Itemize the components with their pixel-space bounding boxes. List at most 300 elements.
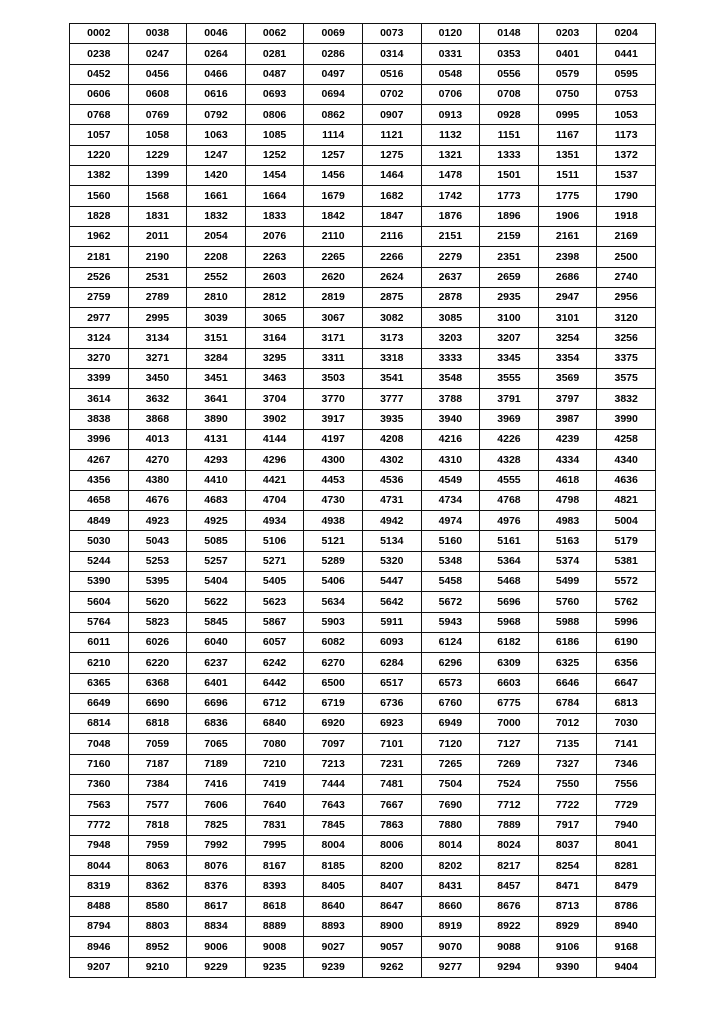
table-cell: 8479 [597, 876, 656, 896]
table-cell: 3354 [538, 348, 597, 368]
table-cell: 8713 [538, 896, 597, 916]
table-cell: 4208 [362, 429, 421, 449]
table-cell: 9210 [128, 957, 187, 977]
table-row [70, 572, 656, 592]
table-cell: 3788 [421, 389, 480, 409]
table-cell: 2265 [304, 247, 363, 267]
table-cell: 7880 [421, 815, 480, 835]
table-cell: 2500 [597, 247, 656, 267]
table-cell: 5760 [538, 592, 597, 612]
table-cell: 3902 [245, 409, 304, 429]
table-cell: 4536 [362, 470, 421, 490]
table-cell: 7030 [597, 714, 656, 734]
table-cell: 5121 [304, 531, 363, 551]
table-cell: 5244 [70, 551, 129, 571]
table-cell: 7213 [304, 754, 363, 774]
table-cell: 3065 [245, 308, 304, 328]
table-cell: 6270 [304, 653, 363, 673]
table-cell: 7550 [538, 774, 597, 794]
table-cell: 3203 [421, 328, 480, 348]
table-row [70, 896, 656, 916]
table-cell: 3917 [304, 409, 363, 429]
table-cell: 7712 [480, 795, 539, 815]
table-cell: 1537 [597, 166, 656, 186]
table-cell: 0314 [362, 44, 421, 64]
table-cell: 1220 [70, 145, 129, 165]
table-row [70, 166, 656, 186]
table-cell: 1053 [597, 105, 656, 125]
table-cell: 7606 [187, 795, 246, 815]
table-cell: 1679 [304, 186, 363, 206]
table-cell: 7269 [480, 754, 539, 774]
table-cell: 3548 [421, 369, 480, 389]
table-cell: 0595 [597, 64, 656, 84]
table-cell: 7444 [304, 774, 363, 794]
table-cell: 9239 [304, 957, 363, 977]
table-cell: 5160 [421, 531, 480, 551]
table-cell: 0002 [70, 24, 129, 44]
table-cell: 0238 [70, 44, 129, 64]
table-cell: 8457 [480, 876, 539, 896]
table-cell: 4923 [128, 511, 187, 531]
table-cell: 5289 [304, 551, 363, 571]
table-cell: 8376 [187, 876, 246, 896]
table-cell: 8900 [362, 917, 421, 937]
table-cell: 4258 [597, 429, 656, 449]
table-row [70, 186, 656, 206]
table-row [70, 876, 656, 896]
table-cell: 8004 [304, 835, 363, 855]
table-cell: 4704 [245, 490, 304, 510]
table-cell: 3704 [245, 389, 304, 409]
table-cell: 4658 [70, 490, 129, 510]
table-cell: 5468 [480, 572, 539, 592]
table-cell: 8063 [128, 856, 187, 876]
table-cell: 4410 [187, 470, 246, 490]
table-cell: 9277 [421, 957, 480, 977]
table-cell: 0487 [245, 64, 304, 84]
table-cell: 7831 [245, 815, 304, 835]
table-cell: 0753 [597, 84, 656, 104]
table-row [70, 653, 656, 673]
table-row [70, 714, 656, 734]
table-row [70, 632, 656, 652]
table-cell: 1456 [304, 166, 363, 186]
table-cell: 8580 [128, 896, 187, 916]
table-cell: 8006 [362, 835, 421, 855]
table-cell: 8037 [538, 835, 597, 855]
table-cell: 6220 [128, 653, 187, 673]
table-cell: 6442 [245, 673, 304, 693]
number-table-body [70, 24, 656, 978]
table-cell: 9008 [245, 937, 304, 957]
table-cell: 9262 [362, 957, 421, 977]
table-cell: 8014 [421, 835, 480, 855]
table-cell: 7992 [187, 835, 246, 855]
table-cell: 4340 [597, 450, 656, 470]
table-cell: 5642 [362, 592, 421, 612]
table-cell: 8946 [70, 937, 129, 957]
table-cell: 6368 [128, 673, 187, 693]
table-cell: 8786 [597, 896, 656, 916]
table-cell: 4239 [538, 429, 597, 449]
table-cell: 6242 [245, 653, 304, 673]
table-cell: 3463 [245, 369, 304, 389]
table-cell: 5764 [70, 612, 129, 632]
table-cell: 7419 [245, 774, 304, 794]
table-cell: 8922 [480, 917, 539, 937]
table-cell: 2169 [597, 226, 656, 246]
table-cell: 1501 [480, 166, 539, 186]
table-cell: 4549 [421, 470, 480, 490]
table-row [70, 856, 656, 876]
table-cell: 4821 [597, 490, 656, 510]
table-cell: 7127 [480, 734, 539, 754]
table-cell: 6920 [304, 714, 363, 734]
table-cell: 4296 [245, 450, 304, 470]
table-cell: 8185 [304, 856, 363, 876]
table-cell: 8660 [421, 896, 480, 916]
table-cell: 2789 [128, 287, 187, 307]
table-cell: 3641 [187, 389, 246, 409]
table-cell: 0441 [597, 44, 656, 64]
table-cell: 5622 [187, 592, 246, 612]
table-cell: 6690 [128, 693, 187, 713]
table-row [70, 64, 656, 84]
table-cell: 1773 [480, 186, 539, 206]
table-cell: 6818 [128, 714, 187, 734]
table-cell: 7384 [128, 774, 187, 794]
table-cell: 7863 [362, 815, 421, 835]
table-cell: 4310 [421, 450, 480, 470]
table-cell: 9088 [480, 937, 539, 957]
table-row [70, 450, 656, 470]
table-row [70, 267, 656, 287]
table-cell: 5381 [597, 551, 656, 571]
table-cell: 7141 [597, 734, 656, 754]
table-cell: 0456 [128, 64, 187, 84]
table-cell: 6401 [187, 673, 246, 693]
table-cell: 0806 [245, 105, 304, 125]
table-cell: 6840 [245, 714, 304, 734]
table-cell: 8617 [187, 896, 246, 916]
table-cell: 8647 [362, 896, 421, 916]
table-cell: 4942 [362, 511, 421, 531]
table-cell: 2603 [245, 267, 304, 287]
table-cell: 0769 [128, 105, 187, 125]
table-cell: 3541 [362, 369, 421, 389]
number-table [69, 23, 656, 978]
table-cell: 7160 [70, 754, 129, 774]
table-cell: 1828 [70, 206, 129, 226]
table-cell: 9390 [538, 957, 597, 977]
table-cell: 5845 [187, 612, 246, 632]
table-cell: 3295 [245, 348, 304, 368]
table-cell: 8281 [597, 856, 656, 876]
table-cell: 3569 [538, 369, 597, 389]
table-cell: 7187 [128, 754, 187, 774]
table-cell: 3770 [304, 389, 363, 409]
table-cell: 6736 [362, 693, 421, 713]
table-cell: 4302 [362, 450, 421, 470]
table-cell: 6923 [362, 714, 421, 734]
table-cell: 7917 [538, 815, 597, 835]
table-cell: 5867 [245, 612, 304, 632]
table-cell: 2947 [538, 287, 597, 307]
table-cell: 3207 [480, 328, 539, 348]
table-cell: 7481 [362, 774, 421, 794]
table-row [70, 145, 656, 165]
table-cell: 5404 [187, 572, 246, 592]
table-cell: 5161 [480, 531, 539, 551]
table-cell: 2878 [421, 287, 480, 307]
table-row [70, 490, 656, 510]
table-cell: 2956 [597, 287, 656, 307]
table-cell: 8044 [70, 856, 129, 876]
table-cell: 5179 [597, 531, 656, 551]
table-cell: 7563 [70, 795, 129, 815]
table-cell: 3085 [421, 308, 480, 328]
table-row [70, 226, 656, 246]
table-cell: 4676 [128, 490, 187, 510]
table-cell: 3101 [538, 308, 597, 328]
table-cell: 4270 [128, 450, 187, 470]
table-cell: 7416 [187, 774, 246, 794]
table-cell: 6040 [187, 632, 246, 652]
table-cell: 0693 [245, 84, 304, 104]
table-cell: 7995 [245, 835, 304, 855]
table-cell: 2819 [304, 287, 363, 307]
table-cell: 3164 [245, 328, 304, 348]
table-cell: 7360 [70, 774, 129, 794]
table-cell: 1333 [480, 145, 539, 165]
table-cell: 3632 [128, 389, 187, 409]
table-cell: 1247 [187, 145, 246, 165]
table-cell: 3120 [597, 308, 656, 328]
table-cell: 1063 [187, 125, 246, 145]
table-cell: 9235 [245, 957, 304, 977]
table-cell: 1906 [538, 206, 597, 226]
table-cell: 7667 [362, 795, 421, 815]
table-cell: 0497 [304, 64, 363, 84]
table-cell: 4730 [304, 490, 363, 510]
table-cell: 6712 [245, 693, 304, 713]
table-cell: 1682 [362, 186, 421, 206]
table-cell: 3100 [480, 308, 539, 328]
table-cell: 5968 [480, 612, 539, 632]
table-cell: 2076 [245, 226, 304, 246]
table-row [70, 815, 656, 835]
table-cell: 2181 [70, 247, 129, 267]
table-cell: 2351 [480, 247, 539, 267]
table-cell: 4618 [538, 470, 597, 490]
table-cell: 0286 [304, 44, 363, 64]
table-cell: 5696 [480, 592, 539, 612]
table-row [70, 24, 656, 44]
table-cell: 5623 [245, 592, 304, 612]
table-cell: 4938 [304, 511, 363, 531]
table-cell: 1420 [187, 166, 246, 186]
table-row [70, 206, 656, 226]
table-cell: 7640 [245, 795, 304, 815]
table-cell: 1842 [304, 206, 363, 226]
table-cell: 3990 [597, 409, 656, 429]
table-cell: 4197 [304, 429, 363, 449]
table-cell: 3318 [362, 348, 421, 368]
table-cell: 2526 [70, 267, 129, 287]
table-cell: 4768 [480, 490, 539, 510]
table-cell: 6237 [187, 653, 246, 673]
table-cell: 0247 [128, 44, 187, 64]
table-cell: 4453 [304, 470, 363, 490]
table-cell: 1382 [70, 166, 129, 186]
table-cell: 5030 [70, 531, 129, 551]
table-cell: 0750 [538, 84, 597, 104]
table-cell: 2620 [304, 267, 363, 287]
table-cell: 5672 [421, 592, 480, 612]
table-cell: 6093 [362, 632, 421, 652]
table-cell: 7048 [70, 734, 129, 754]
table-cell: 8405 [304, 876, 363, 896]
table-cell: 1351 [538, 145, 597, 165]
table-cell: 5911 [362, 612, 421, 632]
table-cell: 7556 [597, 774, 656, 794]
table-row [70, 247, 656, 267]
table-cell: 8200 [362, 856, 421, 876]
table-cell: 1372 [597, 145, 656, 165]
table-cell: 0862 [304, 105, 363, 125]
table-cell: 2398 [538, 247, 597, 267]
table-row [70, 693, 656, 713]
table-cell: 6649 [70, 693, 129, 713]
table-cell: 1167 [538, 125, 597, 145]
table-cell: 7059 [128, 734, 187, 754]
table-cell: 3270 [70, 348, 129, 368]
table-cell: 6814 [70, 714, 129, 734]
table-cell: 3284 [187, 348, 246, 368]
table-cell: 5996 [597, 612, 656, 632]
table-cell: 9106 [538, 937, 597, 957]
table-row [70, 389, 656, 409]
table-cell: 8640 [304, 896, 363, 916]
table-cell: 6784 [538, 693, 597, 713]
table-cell: 4849 [70, 511, 129, 531]
table-cell: 6517 [362, 673, 421, 693]
table-row [70, 511, 656, 531]
table-cell: 6696 [187, 693, 246, 713]
table-row [70, 125, 656, 145]
table-cell: 2161 [538, 226, 597, 246]
table-row [70, 348, 656, 368]
table-cell: 0046 [187, 24, 246, 44]
table-cell: 6836 [187, 714, 246, 734]
table-cell: 4421 [245, 470, 304, 490]
table-cell: 7889 [480, 815, 539, 835]
table-cell: 2116 [362, 226, 421, 246]
table-cell: 7722 [538, 795, 597, 815]
table-cell: 5823 [128, 612, 187, 632]
table-cell: 3082 [362, 308, 421, 328]
table-cell: 5253 [128, 551, 187, 571]
table-cell: 2875 [362, 287, 421, 307]
table-cell: 2659 [480, 267, 539, 287]
table-cell: 4925 [187, 511, 246, 531]
table-cell: 4731 [362, 490, 421, 510]
table-cell: 2054 [187, 226, 246, 246]
table-cell: 4328 [480, 450, 539, 470]
table-cell: 4293 [187, 450, 246, 470]
table-cell: 8952 [128, 937, 187, 957]
table-cell: 1742 [421, 186, 480, 206]
table-cell: 5903 [304, 612, 363, 632]
table-cell: 1173 [597, 125, 656, 145]
table-cell: 4356 [70, 470, 129, 490]
table-cell: 6813 [597, 693, 656, 713]
table-cell: 6284 [362, 653, 421, 673]
table-row [70, 957, 656, 977]
table-cell: 3969 [480, 409, 539, 429]
table-cell: 9027 [304, 937, 363, 957]
table-cell: 4798 [538, 490, 597, 510]
table-cell: 4683 [187, 490, 246, 510]
table-cell: 8488 [70, 896, 129, 916]
table-cell: 3451 [187, 369, 246, 389]
table-cell: 5458 [421, 572, 480, 592]
table-cell: 7845 [304, 815, 363, 835]
table-cell: 7577 [128, 795, 187, 815]
table-cell: 0706 [421, 84, 480, 104]
table-cell: 1321 [421, 145, 480, 165]
table-cell: 2686 [538, 267, 597, 287]
table-cell: 1399 [128, 166, 187, 186]
table-cell: 7504 [421, 774, 480, 794]
table-cell: 8407 [362, 876, 421, 896]
table-cell: 2995 [128, 308, 187, 328]
table-cell: 6365 [70, 673, 129, 693]
table-cell: 2935 [480, 287, 539, 307]
table-cell: 8217 [480, 856, 539, 876]
table-cell: 5620 [128, 592, 187, 612]
table-cell: 8803 [128, 917, 187, 937]
table-row [70, 592, 656, 612]
table-cell: 6573 [421, 673, 480, 693]
table-cell: 0995 [538, 105, 597, 125]
table-cell: 8940 [597, 917, 656, 937]
table-cell: 4226 [480, 429, 539, 449]
table-cell: 2263 [245, 247, 304, 267]
table-cell: 3868 [128, 409, 187, 429]
table-row [70, 328, 656, 348]
table-cell: 8393 [245, 876, 304, 896]
table-cell: 5106 [245, 531, 304, 551]
table-cell: 5004 [597, 511, 656, 531]
table-cell: 0331 [421, 44, 480, 64]
table-cell: 5134 [362, 531, 421, 551]
table-cell: 9294 [480, 957, 539, 977]
table-cell: 8676 [480, 896, 539, 916]
table-cell: 3935 [362, 409, 421, 429]
table-cell: 8319 [70, 876, 129, 896]
table-cell: 6011 [70, 632, 129, 652]
table-cell: 0579 [538, 64, 597, 84]
table-cell: 0606 [70, 84, 129, 104]
table-cell: 9404 [597, 957, 656, 977]
table-cell: 9168 [597, 937, 656, 957]
table-row [70, 287, 656, 307]
table-cell: 6186 [538, 632, 597, 652]
table-row [70, 308, 656, 328]
table-row [70, 429, 656, 449]
